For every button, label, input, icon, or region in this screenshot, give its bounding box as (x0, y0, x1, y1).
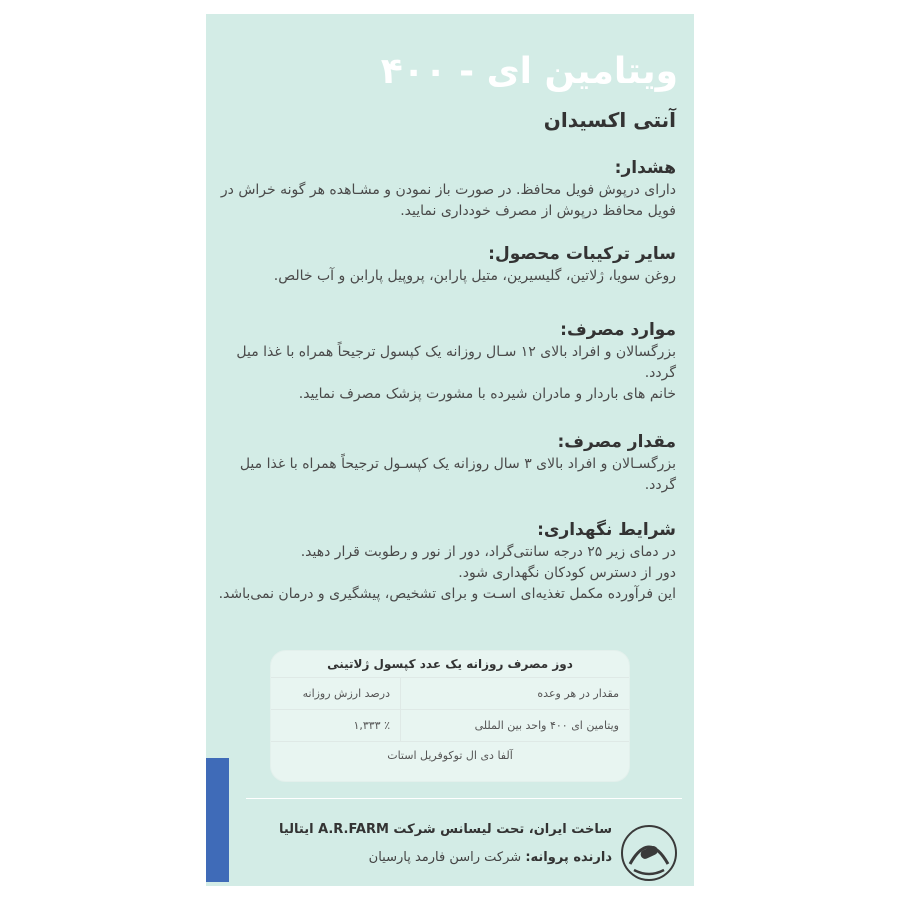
nutrition-row-percent: ٪ ۱,۳۳۳ (353, 719, 390, 732)
nutrition-row-item: ویتامین ای ۴۰۰ واحد بین المللی (400, 710, 629, 741)
license-holder-label: دارنده پروانه: (525, 850, 612, 865)
dosage-heading: مقدار مصرف: (557, 432, 676, 452)
usage-section (216, 318, 676, 405)
storage-heading: شرایط نگهداری: (537, 520, 676, 540)
storage-section (216, 518, 676, 605)
nutrition-header-amount: مقدار در هر وعده (400, 678, 629, 709)
product-title: ویتامین ای - ۴۰۰ (380, 51, 678, 92)
nutrition-table (270, 650, 630, 782)
usage-heading: موارد مصرف: (560, 320, 676, 340)
ingredients-text: روغن سویا، ژلاتین، گلیسیرین، متیل پارابن، پروپیل پارابن و آب خالص. (273, 268, 676, 284)
nutrition-caption: دوز مصرف روزانه یک عدد کپسول ژلاتینی (271, 651, 629, 678)
storage-text-2: دور از دسترس کودکان نگهداری شود. (458, 565, 676, 581)
company-logo-icon (620, 824, 678, 882)
footer-divider (246, 798, 682, 799)
ingredients-section (216, 242, 676, 287)
storage-text-3: این فرآورده مکمل تغذیه‌ای اسـت و برای تشخیص، پیشگیری و درمان نمی‌باشد. (218, 586, 676, 602)
manufacturer-text: ساخت ایران، تحت لیسانس شرکت A.R.FARM ایتالیا (278, 822, 612, 837)
usage-text: بزرگسالان و افراد بالای ۱۲ سـال روزانه یک کپسول ترجیحاً همراه با غذا میل گردد. (236, 344, 676, 381)
ingredients-heading: سایر ترکیبات محصول: (488, 244, 676, 264)
accent-strip (206, 758, 229, 882)
license-holder-value: شرکت راسن فارمد پارسیان (368, 850, 522, 865)
dosage-text: بزرگسـالان و افراد بالای ۳ سال روزانه یک کپسـول ترجیحاً همراه با غذا میل گردد. (239, 456, 676, 493)
product-panel (206, 14, 694, 886)
product-subtitle: آنتی اکسیدان (543, 108, 676, 132)
storage-text: در دمای زیر ۲۵ درجه سانتی‌گراد، دور از نور و رطوبت قرار دهید. (300, 544, 676, 560)
license-holder (369, 850, 612, 865)
nutrition-header-row (271, 678, 629, 710)
nutrition-row (271, 710, 629, 742)
nutrition-footnote: آلفا دی ال توکوفریل استات (387, 749, 513, 762)
warning-text: دارای درپوش فویل محافظ. در صورت باز نمودن و مشـاهده هر گونه خراش در فویل محافظ درپوش از مصرف خودداری نمایید. (220, 182, 676, 219)
dosage-section (216, 430, 676, 496)
nutrition-header-percent: درصد ارزش روزانه (302, 687, 390, 700)
usage-text-2: خانم های باردار و مادران شیرده با مشورت پزشک مصرف نمایید. (298, 386, 676, 402)
warning-heading: هشدار: (614, 158, 676, 178)
warning-section (216, 156, 676, 222)
